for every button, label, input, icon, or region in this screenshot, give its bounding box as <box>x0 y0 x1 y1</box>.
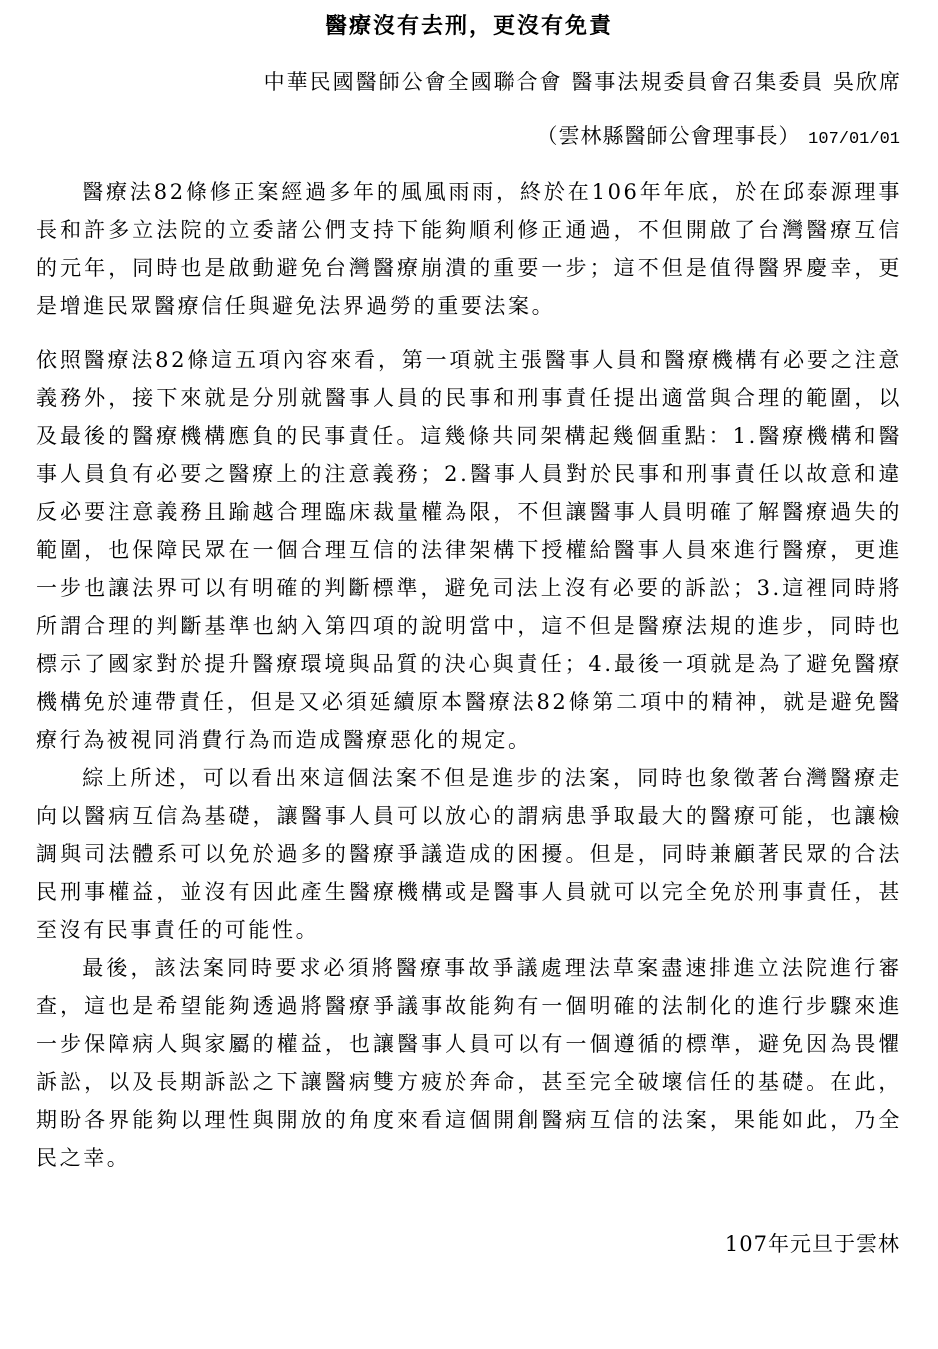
paragraph-4: 最後，該法案同時要求必須將醫療事故爭議處理法草案盡速排進立法院進行審查，這也是希望能夠透過將醫療爭議事故能夠有一個明確的法制化的進行步驟來進一步保障病人與家屬的權益，也讓醫事人員可以有一個遵循的標準，避免因為畏懼訴訟，以及長期訴訟之下讓醫病雙方疲於奔命，甚至完全破壞信任的基礎。在此，期盼各界能夠以理性與開放的角度來看這個開創醫病互信的法案，果能如此，乃全民之幸。 <box>36 956 902 1170</box>
document-title: 醫療沒有去刑，更沒有免責 <box>324 13 613 39</box>
author-line: 中華民國醫師公會全國聯合會 醫事法規委員會召集委員 吳欣席 <box>263 70 902 94</box>
paragraph-3: 綜上所述，可以看出來這個法案不但是進步的法案，同時也象徵著台灣醫療走向以醫病互信為基礎，讓醫事人員可以放心的謂病患爭取最大的醫療可能，也讓檢調與司法體系可以免於過多的醫療爭議造成的困擾。但是，同時兼顧著民眾的合法民刑事權益，並沒有因此產生醫療機構或是醫事人員就可以完全免於刑事責任，甚至沒有民事責任的可能性。 <box>36 766 902 942</box>
paragraph-2: 依照醫療法82條這五項內容來看，第一項就主張醫事人員和醫療機構有必要之注意義務外，接下來就是分別就醫事人員的民事和刑事責任提出適當與合理的範圍，以及最後的醫療機構應負的民事責任。這幾條共同架構起幾個重點：1.醫療機構和醫事人員負有必要之醫療上的注意義務；2.醫事人員對於民事和刑事責任以故意和違反必要注意義務且踰越合理臨床裁量權為限，不但讓醫事人員明確了解醫療過失的範圍，也保障民眾在一個合理互信的法律架構下授權給醫事人員來進行醫療，更進一步也讓法界可以有明確的判斷標準，避免司法上沒有必要的訴訟；3.這裡同時將所謂合理的判斷基準也納入第四項的說明當中，這不但是醫療法規的進步，同時也標示了國家對於提升醫療環境與品質的決心與責任；4.最後一項就是為了避免醫療機構免於連帶責任，但是又必須延續原本醫療法82條第二項中的精神，就是避免醫療行為被視同消費行為而造成醫療惡化的規定。 <box>36 348 902 752</box>
document-date: 107/01/01 <box>808 130 900 149</box>
affiliation-line <box>536 120 900 156</box>
affiliation: （雲林縣醫師公會理事長） <box>536 124 801 148</box>
signoff: 107年元旦于雲林 <box>724 1232 900 1256</box>
paragraph-1: 醫療法82條修正案經過多年的風風雨雨，終於在106年年底，於在邱泰源理事長和許多立法院的立委諸公們支持下能夠順利修正通過，不但開啟了台灣醫療互信的元年，同時也是啟動避免台灣醫療崩潰的重要一步；這不但是值得醫界慶幸，更是增進民眾醫療信任與避免法界過勞的重要法案。 <box>36 180 902 318</box>
document-body <box>36 173 902 1177</box>
